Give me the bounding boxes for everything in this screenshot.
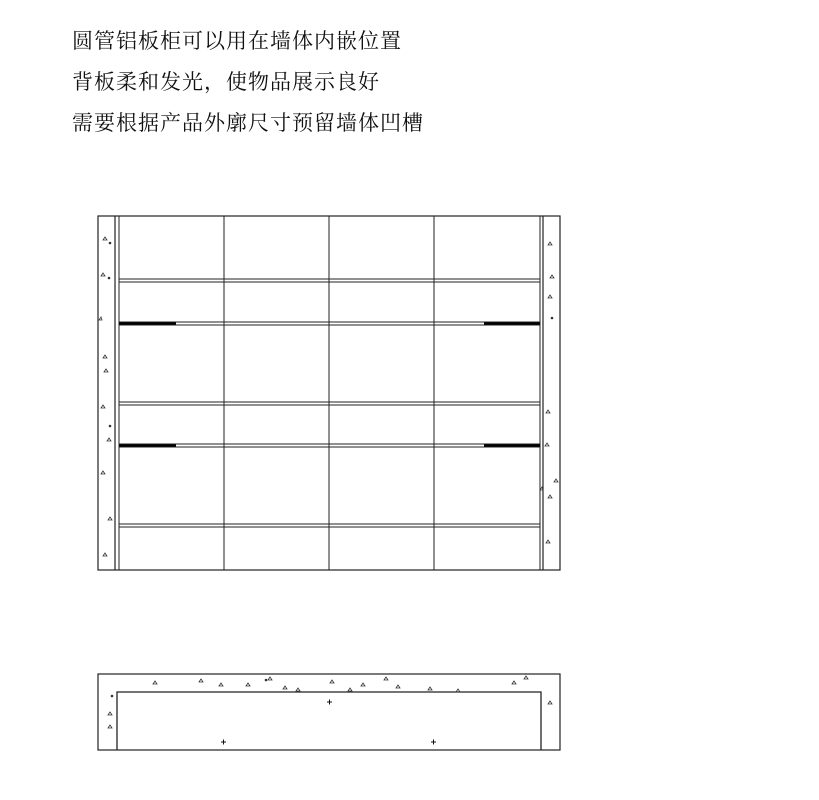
plan-cross-marks: [221, 700, 436, 745]
plan-view: [98, 674, 560, 750]
right-wall-section: [540, 216, 543, 570]
note-line-2: 背板柔和发光，使物品展示良好: [72, 70, 380, 94]
vertical-dividers: [224, 216, 434, 570]
left-wall-section: [115, 216, 119, 570]
plan-outline: [98, 674, 560, 750]
note-line-3: 需要根据产品外廓尺寸预留墙体凹槽: [72, 111, 424, 135]
note-line-1: 圆管铝板柜可以用在墙体内嵌位置: [72, 29, 402, 53]
front-elevation: [98, 216, 560, 570]
